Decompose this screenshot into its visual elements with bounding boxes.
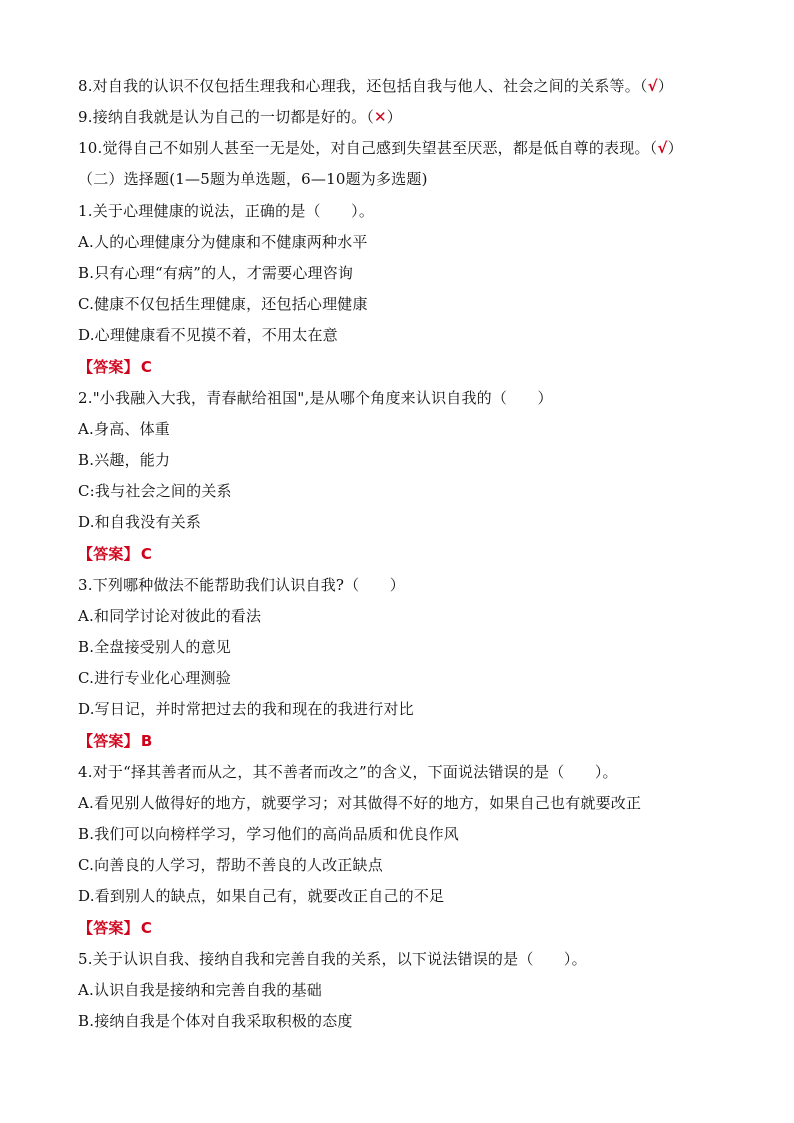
check-mark-icon: √ xyxy=(657,139,668,157)
answer-value: B xyxy=(140,732,153,750)
question-stem: 4.对于“择其善者而从之，其不善者而改之”的含义，下面说法错误的是（ ）。 xyxy=(78,763,618,781)
tf-item-text: 8.对自我的认识不仅包括生理我和心理我，还包括自我与他人、社会之间的关系等。（ xyxy=(78,77,648,95)
answer-line xyxy=(78,918,152,938)
check-mark-icon: √ xyxy=(647,77,658,95)
question-option: B.全盘接受别人的意见 xyxy=(78,638,231,656)
question-option: C.进行专业化心理测验 xyxy=(78,669,231,687)
tf-item-close: ） xyxy=(657,77,674,95)
question-option: A.看见别人做得好的地方，就要学习；对其做得不好的地方，如果自己也有就要改正 xyxy=(78,794,642,812)
answer-label: 【答案】 xyxy=(78,919,139,937)
tf-item-text: 9.接纳自我就是认为自己的一切都是好的。（ xyxy=(78,108,375,126)
answer-value: C xyxy=(140,545,153,563)
question-option: A.和同学讨论对彼此的看法 xyxy=(78,607,262,625)
question-option: C:我与社会之间的关系 xyxy=(78,482,232,500)
question-option: D.看到别人的缺点，如果自己有，就要改正自己的不足 xyxy=(78,887,445,905)
tf-item-text: 10.觉得自己不如别人甚至一无是处，对自己感到失望甚至厌恶，都是低自尊的表现。（ xyxy=(78,139,658,157)
question-option: B.接纳自我是个体对自我采取积极的态度 xyxy=(78,1012,353,1030)
answer-label: 【答案】 xyxy=(78,545,139,563)
question-option: A.人的心理健康分为健康和不健康两种水平 xyxy=(78,233,368,251)
tf-item-close: ） xyxy=(667,139,683,157)
cross-mark-icon: ✕ xyxy=(374,108,387,126)
answer-value: C xyxy=(140,919,153,937)
answer-label: 【答案】 xyxy=(78,732,139,750)
question-option: C.向善良的人学习，帮助不善良的人改正缺点 xyxy=(78,856,383,874)
tf-item-10 xyxy=(78,138,683,158)
question-option: A.认识自我是接纳和完善自我的基础 xyxy=(78,981,323,999)
answer-line xyxy=(78,544,152,564)
question-option: B.只有心理“有病”的人，才需要心理咨询 xyxy=(78,264,354,282)
question-option: B.兴趣，能力 xyxy=(78,451,171,469)
answer-line xyxy=(78,731,152,751)
question-stem: 1.关于心理健康的说法，正确的是（ ）。 xyxy=(78,202,375,220)
question-stem: 2."小我融入大我，青春献给祖国",是从哪个角度来认识自我的（ ） xyxy=(78,389,553,407)
question-stem: 3.下列哪种做法不能帮助我们认识自我?（ ） xyxy=(78,576,405,594)
section-title: （二）选择题(1—5题为单选题，6—10题为多选题) xyxy=(78,170,428,188)
question-option: A.身高、体重 xyxy=(78,420,171,438)
answer-line xyxy=(78,357,152,377)
question-stem: 5.关于认识自我、接纳自我和完善自我的关系，以下说法错误的是（ ）。 xyxy=(78,950,587,968)
question-option: D.写日记，并时常把过去的我和现在的我进行对比 xyxy=(78,700,414,718)
question-option: C.健康不仅包括生理健康，还包括心理健康 xyxy=(78,295,368,313)
question-option: B.我们可以向榜样学习，学习他们的高尚品质和优良作风 xyxy=(78,825,459,843)
tf-item-9 xyxy=(78,107,402,127)
question-option: D.心理健康看不见摸不着，不用太在意 xyxy=(78,326,338,344)
answer-value: C xyxy=(140,358,153,376)
question-option: D.和自我没有关系 xyxy=(78,513,202,531)
answer-label: 【答案】 xyxy=(78,358,139,376)
tf-item-8 xyxy=(78,76,673,96)
tf-item-close: ） xyxy=(386,108,402,126)
